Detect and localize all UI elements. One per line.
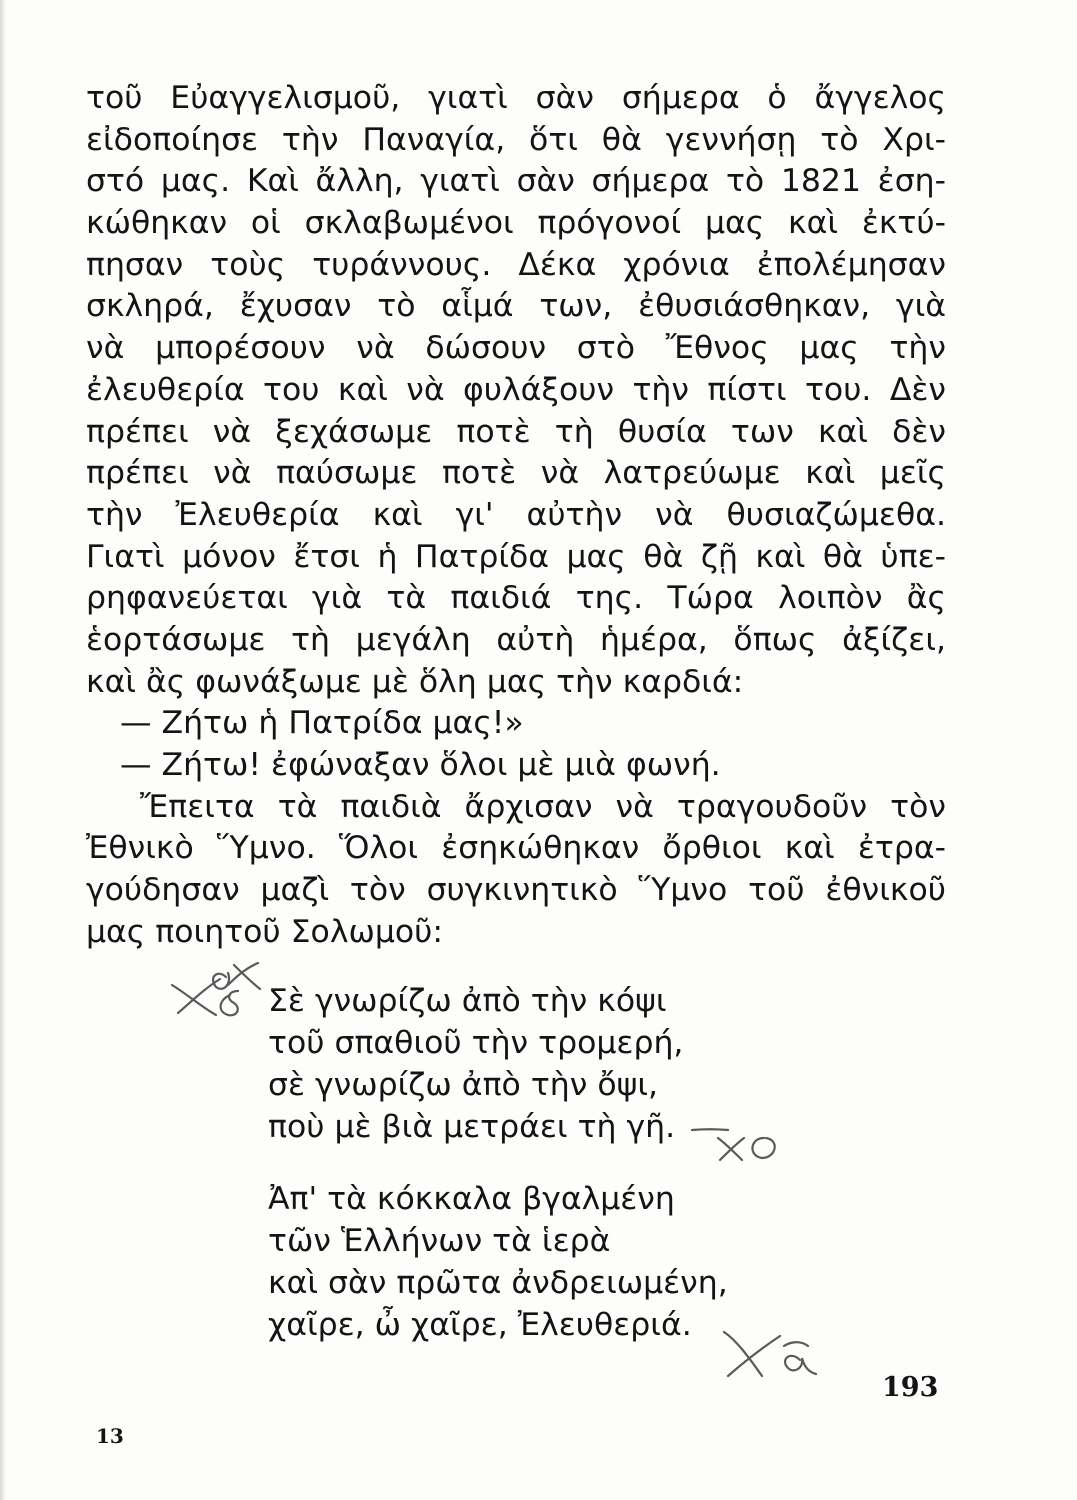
text-line: σκληρά, ἔχυσαν τὸ αἷμά των, ἐθυσιάσθηκαν, γιὰ [86,288,946,325]
text-line: εἰδοποίησε τὴν Παναγία, ὅτι θὰ γεννήσῃ τὸ Χρι- [86,121,946,158]
page-edge-shadow [0,0,6,1500]
text-line: γούδησαν μαζὶ τὸν συγκινητικὸ Ὕμνο τοῦ ἐθνικοῦ [86,872,946,909]
body-text [86,78,946,953]
text-line: νὰ μπορέσουν νὰ δώσουν στὸ Ἔθνος μας τὴν [86,330,946,367]
poem-line: ποὺ μὲ βιὰ μετράει τὴ γῆ. [268,1109,676,1145]
text-line: τὴν Ἐλευθερία καὶ γι' αὐτὴν νὰ θυσιαζώμεθα. [86,496,946,533]
poem-stanza-1 [268,980,868,1148]
poem-line: χαῖρε, ὦ χαῖρε, Ἐλευθεριά. [268,1307,692,1343]
text-line: τοῦ Εὐαγγελισμοῦ, γιατὶ σὰν σήμερα ὁ ἄγγελος [86,80,946,116]
paragraph-start-line: Ἔπειτα τὰ παιδιὰ ἄρχισαν νὰ τραγουδοῦν τὸν [140,788,946,825]
text-line: κώθηκαν οἱ σκλαβωμένοι πρόγονοί μας καὶ ἐκτύ- [86,205,946,242]
text-line: πησαν τοὺς τυράννους. Δέκα χρόνια ἐπολέμησαν [86,246,946,283]
pencil-annotation-top [168,955,278,1030]
poem-line: τῶν Ἑλλήνων τὰ ἱερὰ [268,1223,611,1259]
poem-line: Ἀπ' τὰ κόκκαλα βγαλμένη [268,1181,675,1217]
poem-line: καὶ σὰν πρῶτα ἀνδρειωμένη, [268,1265,728,1301]
page-number: 193 [882,1372,939,1403]
text-line: στό μας. Καὶ ἄλλη, γιατὶ σὰν σήμερα τὸ 1821 ἐση- [86,163,946,200]
text-line: ρηφανεύεται γιὰ τὰ παιδιά της. Τώρα λοιπὸν ἂς [86,580,946,617]
text-line: Ἐθνικὸ Ὕμνο. Ὅλοι ἐσηκώθηκαν ὄρθιοι καὶ ἐτρα- [86,830,946,867]
poem-line: Σὲ γνωρίζω ἀπὸ τὴν κόψι [268,983,667,1019]
text-line: ἐλευθερία του καὶ νὰ φυλάξουν τὴν πίστι του. Δὲν [86,371,946,408]
text-line: Γιατὶ μόνον ἔτσι ἡ Πατρίδα μας θὰ ζῇ καὶ θὰ ὑπε- [86,538,946,575]
text-line: πρέπει νὰ ξεχάσωμε ποτὲ τὴ θυσία των καὶ δὲν [86,413,946,450]
text-line: καὶ ἂς φωνάξωμε μὲ ὅλη μας τὴν καρδιά: [86,663,744,700]
poem-line: σὲ γνωρίζω ἀπὸ τὴν ὄψι, [268,1067,659,1103]
poem-line: τοῦ σπαθιοῦ τὴν τρομερή, [268,1025,684,1061]
text-line: ἑορτάσωμε τὴ μεγάλη αὐτὴ ἡμέρα, ὅπως ἀξίζει, [86,621,946,658]
text-line: πρέπει νὰ παύσωμε ποτὲ νὰ λατρεύωμε καὶ μεῖς [86,455,946,492]
dialogue-line: — Ζήτω! ἐφώναξαν ὅλοι μὲ μιὰ φωνή. [120,747,721,783]
printer-signature-mark: 13 [96,1424,124,1448]
dialogue-line: — Ζήτω ἡ Πατρίδα μας!» [120,705,524,742]
text-line: μας ποιητοῦ Σολωμοῦ: [86,913,443,950]
poem-stanza-2 [268,1178,868,1346]
